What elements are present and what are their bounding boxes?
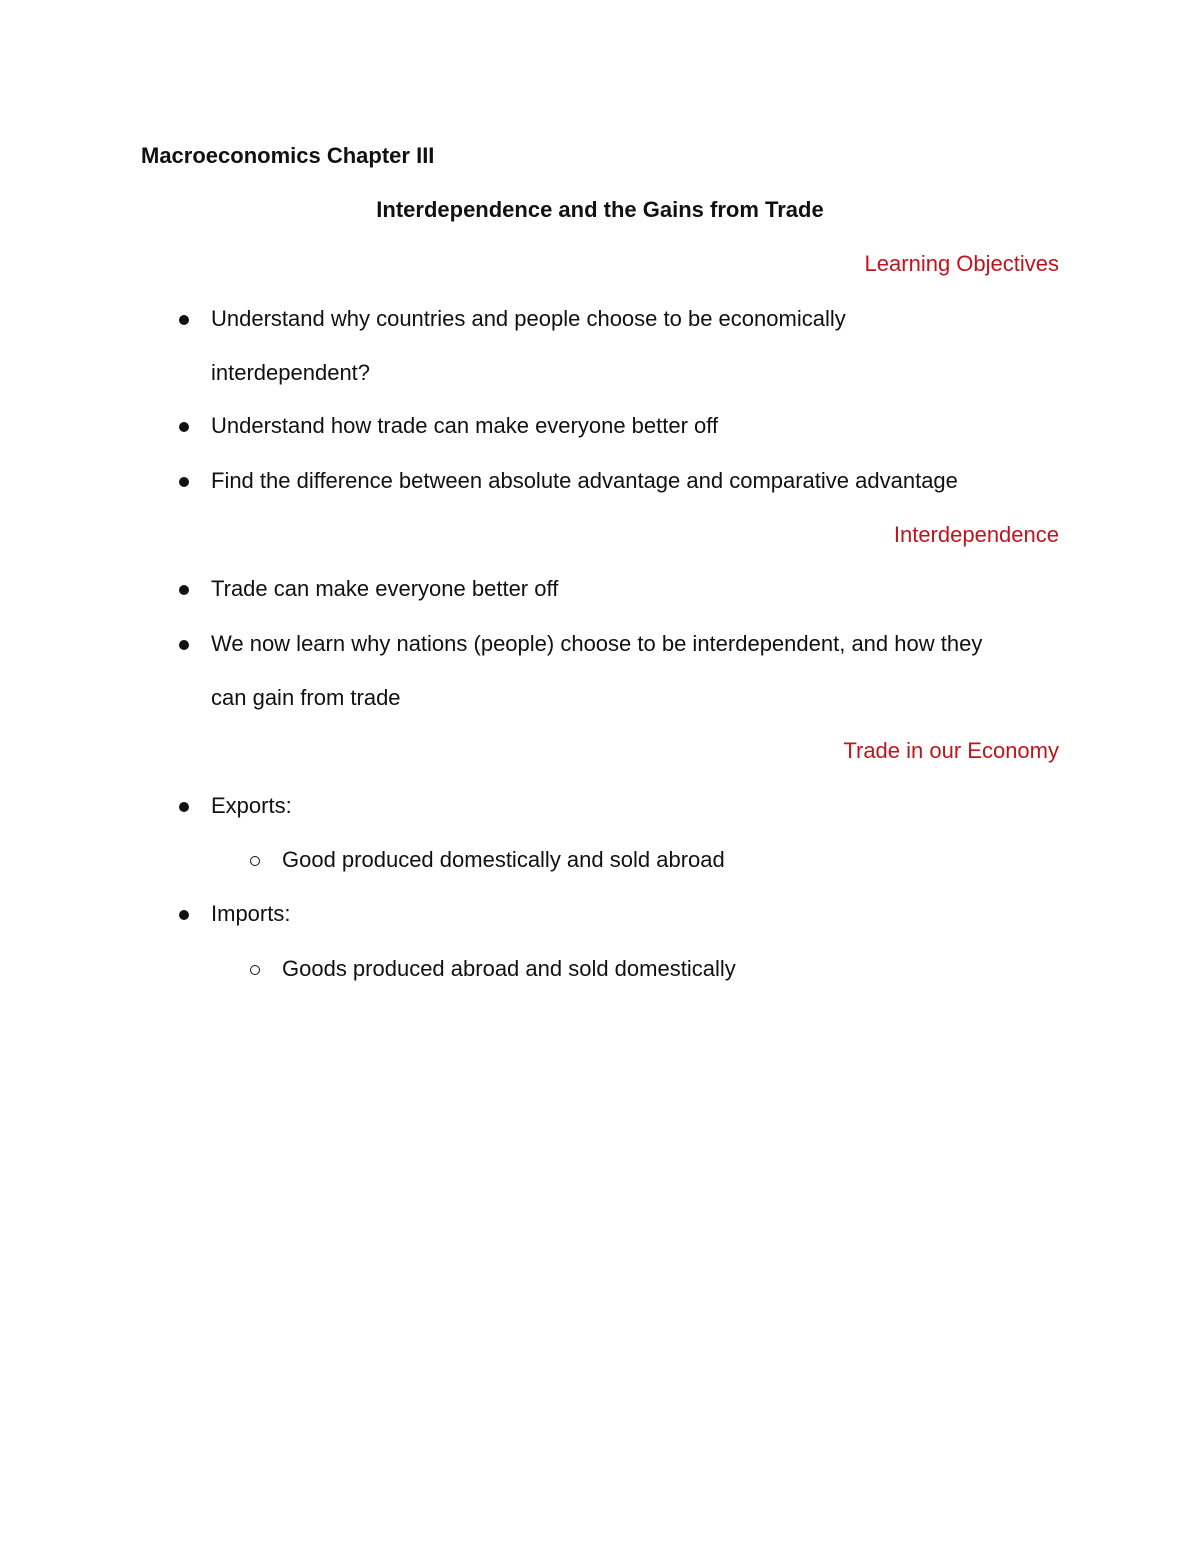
bullet-icon [179, 477, 189, 487]
list-item-text: Imports: [211, 901, 291, 926]
list-item-text-continued: can gain from trade [211, 685, 401, 710]
bullet-icon [179, 802, 189, 812]
list-item-text: Understand why countries and people choose to be economically [211, 306, 846, 331]
list-item-text-continued: interdependent? [211, 360, 371, 385]
sub-bullet-icon [250, 856, 260, 866]
bullet-icon [179, 422, 189, 432]
list-item-text: We now learn why nations (people) choose to be interdependent, and how they [211, 631, 983, 656]
bullet-icon [179, 640, 189, 650]
sub-list-item-text: Goods produced abroad and sold domestically [282, 956, 736, 981]
chapter-title: Macroeconomics Chapter III [141, 143, 435, 168]
bullet-icon [179, 910, 189, 920]
section-heading-trade-in-our-economy: Trade in our Economy [843, 738, 1059, 763]
list-item-text: Trade can make everyone better off [211, 576, 559, 601]
list-item-text: Exports: [211, 793, 292, 818]
sub-bullet-icon [250, 965, 260, 975]
list-item-text: Understand how trade can make everyone better off [211, 413, 719, 438]
section-heading-interdependence: Interdependence [893, 522, 1059, 547]
section-heading-learning-objectives: Learning Objectives [864, 251, 1059, 276]
main-title: Interdependence and the Gains from Trade [376, 197, 824, 222]
bullet-icon [179, 585, 189, 595]
list-item-text: Find the difference between absolute advantage and comparative advantage [211, 468, 958, 493]
bullet-icon [179, 315, 189, 325]
sub-list-item-text: Good produced domestically and sold abroad [282, 847, 725, 872]
